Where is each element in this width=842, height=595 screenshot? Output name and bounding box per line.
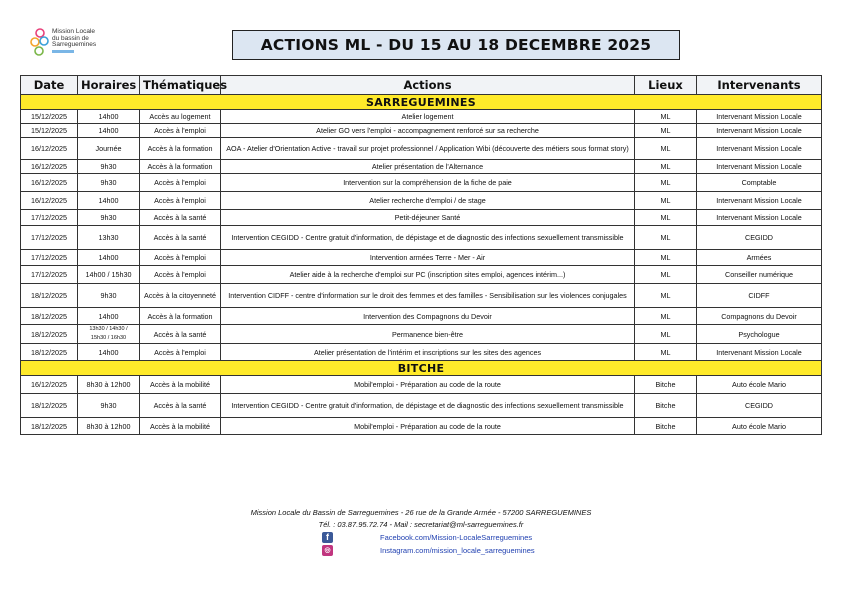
cell-action: Intervention CEGIDD - Centre gratuit d'information, de dépistage et de diagnostic des infections sexuellement transmissible bbox=[221, 394, 635, 418]
cell-date: 18/12/2025 bbox=[21, 308, 78, 325]
cell-action: Intervention sur la compréhension de la fiche de paie bbox=[221, 174, 635, 192]
cell-lieu: ML bbox=[635, 266, 697, 284]
cell-thematique: Accès à l'emploi bbox=[140, 174, 221, 192]
header-intervenants: Intervenants bbox=[697, 76, 822, 95]
cell-intervenant: Intervenant Mission Locale bbox=[697, 138, 822, 160]
logo-circles-icon bbox=[30, 27, 50, 61]
cell-horaires: 14h00 bbox=[78, 344, 140, 361]
table-row bbox=[21, 308, 822, 325]
cell-lieu: ML bbox=[635, 284, 697, 308]
cell-action: Intervention des Compagnons du Devoir bbox=[221, 308, 635, 325]
cell-horaires: 9h30 bbox=[78, 160, 140, 174]
cell-horaires: 9h30 bbox=[78, 284, 140, 308]
cell-action: Atelier recherche d'emploi / de stage bbox=[221, 192, 635, 210]
cell-lieu: ML bbox=[635, 344, 697, 361]
actions-table bbox=[20, 75, 822, 435]
cell-lieu: ML bbox=[635, 308, 697, 325]
table-row bbox=[21, 266, 822, 284]
cell-intervenant: Intervenant Mission Locale bbox=[697, 124, 822, 138]
cell-date: 16/12/2025 bbox=[21, 192, 78, 210]
table-row bbox=[21, 110, 822, 124]
cell-horaires: 13h30 bbox=[78, 226, 140, 250]
cell-date: 16/12/2025 bbox=[21, 138, 78, 160]
cell-intervenant: CEGIDD bbox=[697, 226, 822, 250]
cell-action: Intervention armées Terre - Mer - Air bbox=[221, 250, 635, 266]
cell-thematique: Accès à la santé bbox=[140, 394, 221, 418]
cell-action: Permanence bien-être bbox=[221, 325, 635, 344]
logo-bar bbox=[52, 50, 74, 53]
cell-intervenant: Comptable bbox=[697, 174, 822, 192]
cell-date: 18/12/2025 bbox=[21, 394, 78, 418]
cell-thematique: Accès à la mobilité bbox=[140, 376, 221, 394]
cell-horaires: 14h00 bbox=[78, 110, 140, 124]
cell-date: 16/12/2025 bbox=[21, 174, 78, 192]
header-thematiques: Thématiques bbox=[140, 76, 221, 95]
cell-intervenant: Auto école Mario bbox=[697, 376, 822, 394]
cell-intervenant: CEGIDD bbox=[697, 394, 822, 418]
table-row bbox=[21, 160, 822, 174]
cell-lieu: ML bbox=[635, 226, 697, 250]
cell-thematique: Accès à la mobilité bbox=[140, 418, 221, 435]
logo-text: Mission Locale du bassin de Sarreguemines bbox=[52, 28, 97, 48]
cell-horaires: 14h00 bbox=[78, 124, 140, 138]
table-row bbox=[21, 344, 822, 361]
section-row bbox=[21, 95, 822, 110]
table-row bbox=[21, 284, 822, 308]
table-row bbox=[21, 124, 822, 138]
header-horaires: Horaires bbox=[78, 76, 140, 95]
table-header-row bbox=[21, 76, 822, 95]
mission-locale-logo bbox=[30, 27, 110, 67]
cell-horaires: 9h30 bbox=[78, 210, 140, 226]
cell-horaires: 14h00 bbox=[78, 192, 140, 210]
cell-action: Atelier GO vers l'emploi - accompagnement renforcé sur sa recherche bbox=[221, 124, 635, 138]
cell-intervenant: Intervenant Mission Locale bbox=[697, 160, 822, 174]
instagram-link[interactable]: Instagram.com/mission_locale_sarreguemines bbox=[380, 546, 535, 555]
header-actions: Actions bbox=[221, 76, 635, 95]
cell-action: Intervention CIDFF - centre d'information sur le droit des femmes et des familles - Sensibilisation sur les violences conjugales bbox=[221, 284, 635, 308]
cell-date: 17/12/2025 bbox=[21, 250, 78, 266]
cell-horaires: 8h30 à 12h00 bbox=[78, 418, 140, 435]
cell-action: Atelier présentation de l'Alternance bbox=[221, 160, 635, 174]
cell-intervenant: Intervenant Mission Locale bbox=[697, 192, 822, 210]
cell-date: 18/12/2025 bbox=[21, 325, 78, 344]
section-row bbox=[21, 361, 822, 376]
cell-date: 17/12/2025 bbox=[21, 210, 78, 226]
page-title: ACTIONS ML - DU 15 AU 18 DECEMBRE 2025 bbox=[232, 30, 680, 60]
cell-lieu: Bitche bbox=[635, 394, 697, 418]
table-row bbox=[21, 210, 822, 226]
cell-horaires: 14h00 / 15h30 bbox=[78, 266, 140, 284]
cell-intervenant: Psychologue bbox=[697, 325, 822, 344]
cell-date: 16/12/2025 bbox=[21, 376, 78, 394]
cell-horaires: 14h00 bbox=[78, 308, 140, 325]
cell-horaires: Journée bbox=[78, 138, 140, 160]
cell-lieu: ML bbox=[635, 192, 697, 210]
cell-date: 16/12/2025 bbox=[21, 160, 78, 174]
cell-horaires: 13h30 / 14h30 / 15h30 / 16h30 bbox=[78, 325, 140, 344]
cell-intervenant: Compagnons du Devoir bbox=[697, 308, 822, 325]
cell-date: 18/12/2025 bbox=[21, 418, 78, 435]
table-row bbox=[21, 192, 822, 210]
cell-thematique: Accès au logement bbox=[140, 110, 221, 124]
cell-action: Atelier présentation de l'intérim et inscriptions sur les sites des agences bbox=[221, 344, 635, 361]
cell-date: 17/12/2025 bbox=[21, 226, 78, 250]
cell-action: Intervention CEGIDD - Centre gratuit d'information, de dépistage et de diagnostic des infections sexuellement transmissible bbox=[221, 226, 635, 250]
cell-intervenant: Intervenant Mission Locale bbox=[697, 210, 822, 226]
cell-intervenant: Armées bbox=[697, 250, 822, 266]
table-row bbox=[21, 138, 822, 160]
facebook-icon: f bbox=[322, 532, 333, 543]
cell-intervenant: Intervenant Mission Locale bbox=[697, 344, 822, 361]
cell-thematique: Accès à l'emploi bbox=[140, 250, 221, 266]
cell-intervenant: Conseiller numérique bbox=[697, 266, 822, 284]
cell-thematique: Accès à l'emploi bbox=[140, 124, 221, 138]
table-row bbox=[21, 226, 822, 250]
footer-contact: Tél. : 03.87.95.72.74 - Mail : secretariat@ml-sarreguemines.fr bbox=[318, 520, 524, 529]
cell-thematique: Accès à la formation bbox=[140, 160, 221, 174]
cell-horaires: 8h30 à 12h00 bbox=[78, 376, 140, 394]
cell-horaires: 14h00 bbox=[78, 250, 140, 266]
cell-lieu: Bitche bbox=[635, 418, 697, 435]
cell-date: 17/12/2025 bbox=[21, 266, 78, 284]
cell-thematique: Accès à la santé bbox=[140, 210, 221, 226]
header-lieux: Lieux bbox=[635, 76, 697, 95]
cell-action: Atelier aide à la recherche d'emploi sur PC (inscription sites emploi, agences intérim...) bbox=[221, 266, 635, 284]
facebook-row bbox=[322, 532, 582, 544]
cell-thematique: Accès à l'emploi bbox=[140, 344, 221, 361]
cell-lieu: ML bbox=[635, 210, 697, 226]
facebook-link[interactable]: Facebook.com/Mission-LocaleSarreguemines bbox=[380, 533, 533, 542]
cell-date: 15/12/2025 bbox=[21, 124, 78, 138]
cell-lieu: ML bbox=[635, 174, 697, 192]
cell-action: AOA - Atelier d'Orientation Active - travail sur projet professionnel / Application Wibi (découverte des métiers sous format story) bbox=[221, 138, 635, 160]
cell-lieu: ML bbox=[635, 124, 697, 138]
cell-thematique: Accès à l'emploi bbox=[140, 266, 221, 284]
table-row bbox=[21, 174, 822, 192]
cell-action: Atelier logement bbox=[221, 110, 635, 124]
section-title: BITCHE bbox=[21, 361, 822, 376]
cell-thematique: Accès à la santé bbox=[140, 226, 221, 250]
cell-lieu: Bitche bbox=[635, 376, 697, 394]
cell-horaires: 9h30 bbox=[78, 174, 140, 192]
cell-action: Petit-déjeuner Santé bbox=[221, 210, 635, 226]
cell-intervenant: CIDFF bbox=[697, 284, 822, 308]
cell-lieu: ML bbox=[635, 250, 697, 266]
cell-lieu: ML bbox=[635, 160, 697, 174]
cell-horaires: 9h30 bbox=[78, 394, 140, 418]
instagram-icon: ◎ bbox=[322, 545, 333, 556]
cell-thematique: Accès à l'emploi bbox=[140, 192, 221, 210]
cell-action: Mobil'emploi - Préparation au code de la route bbox=[221, 418, 635, 435]
cell-thematique: Accès à la citoyenneté bbox=[140, 284, 221, 308]
cell-lieu: ML bbox=[635, 110, 697, 124]
cell-action: Mobil'emploi - Préparation au code de la route bbox=[221, 376, 635, 394]
table-row bbox=[21, 394, 822, 418]
cell-date: 18/12/2025 bbox=[21, 284, 78, 308]
section-title: SARREGUEMINES bbox=[21, 95, 822, 110]
table-row bbox=[21, 250, 822, 266]
table-row bbox=[21, 325, 822, 344]
cell-intervenant: Auto école Mario bbox=[697, 418, 822, 435]
cell-thematique: Accès à la formation bbox=[140, 138, 221, 160]
cell-thematique: Accès à la formation bbox=[140, 308, 221, 325]
cell-lieu: ML bbox=[635, 325, 697, 344]
cell-date: 15/12/2025 bbox=[21, 110, 78, 124]
cell-thematique: Accès à la santé bbox=[140, 325, 221, 344]
footer-address: Mission Locale du Bassin de Sarreguemines - 26 rue de la Grande Armée - 57200 SARREGUEMINES bbox=[250, 508, 592, 517]
table-row bbox=[21, 418, 822, 435]
table-row bbox=[21, 376, 822, 394]
cell-lieu: ML bbox=[635, 138, 697, 160]
cell-date: 18/12/2025 bbox=[21, 344, 78, 361]
instagram-row bbox=[322, 545, 582, 557]
header-date: Date bbox=[21, 76, 78, 95]
cell-intervenant: Intervenant Mission Locale bbox=[697, 110, 822, 124]
